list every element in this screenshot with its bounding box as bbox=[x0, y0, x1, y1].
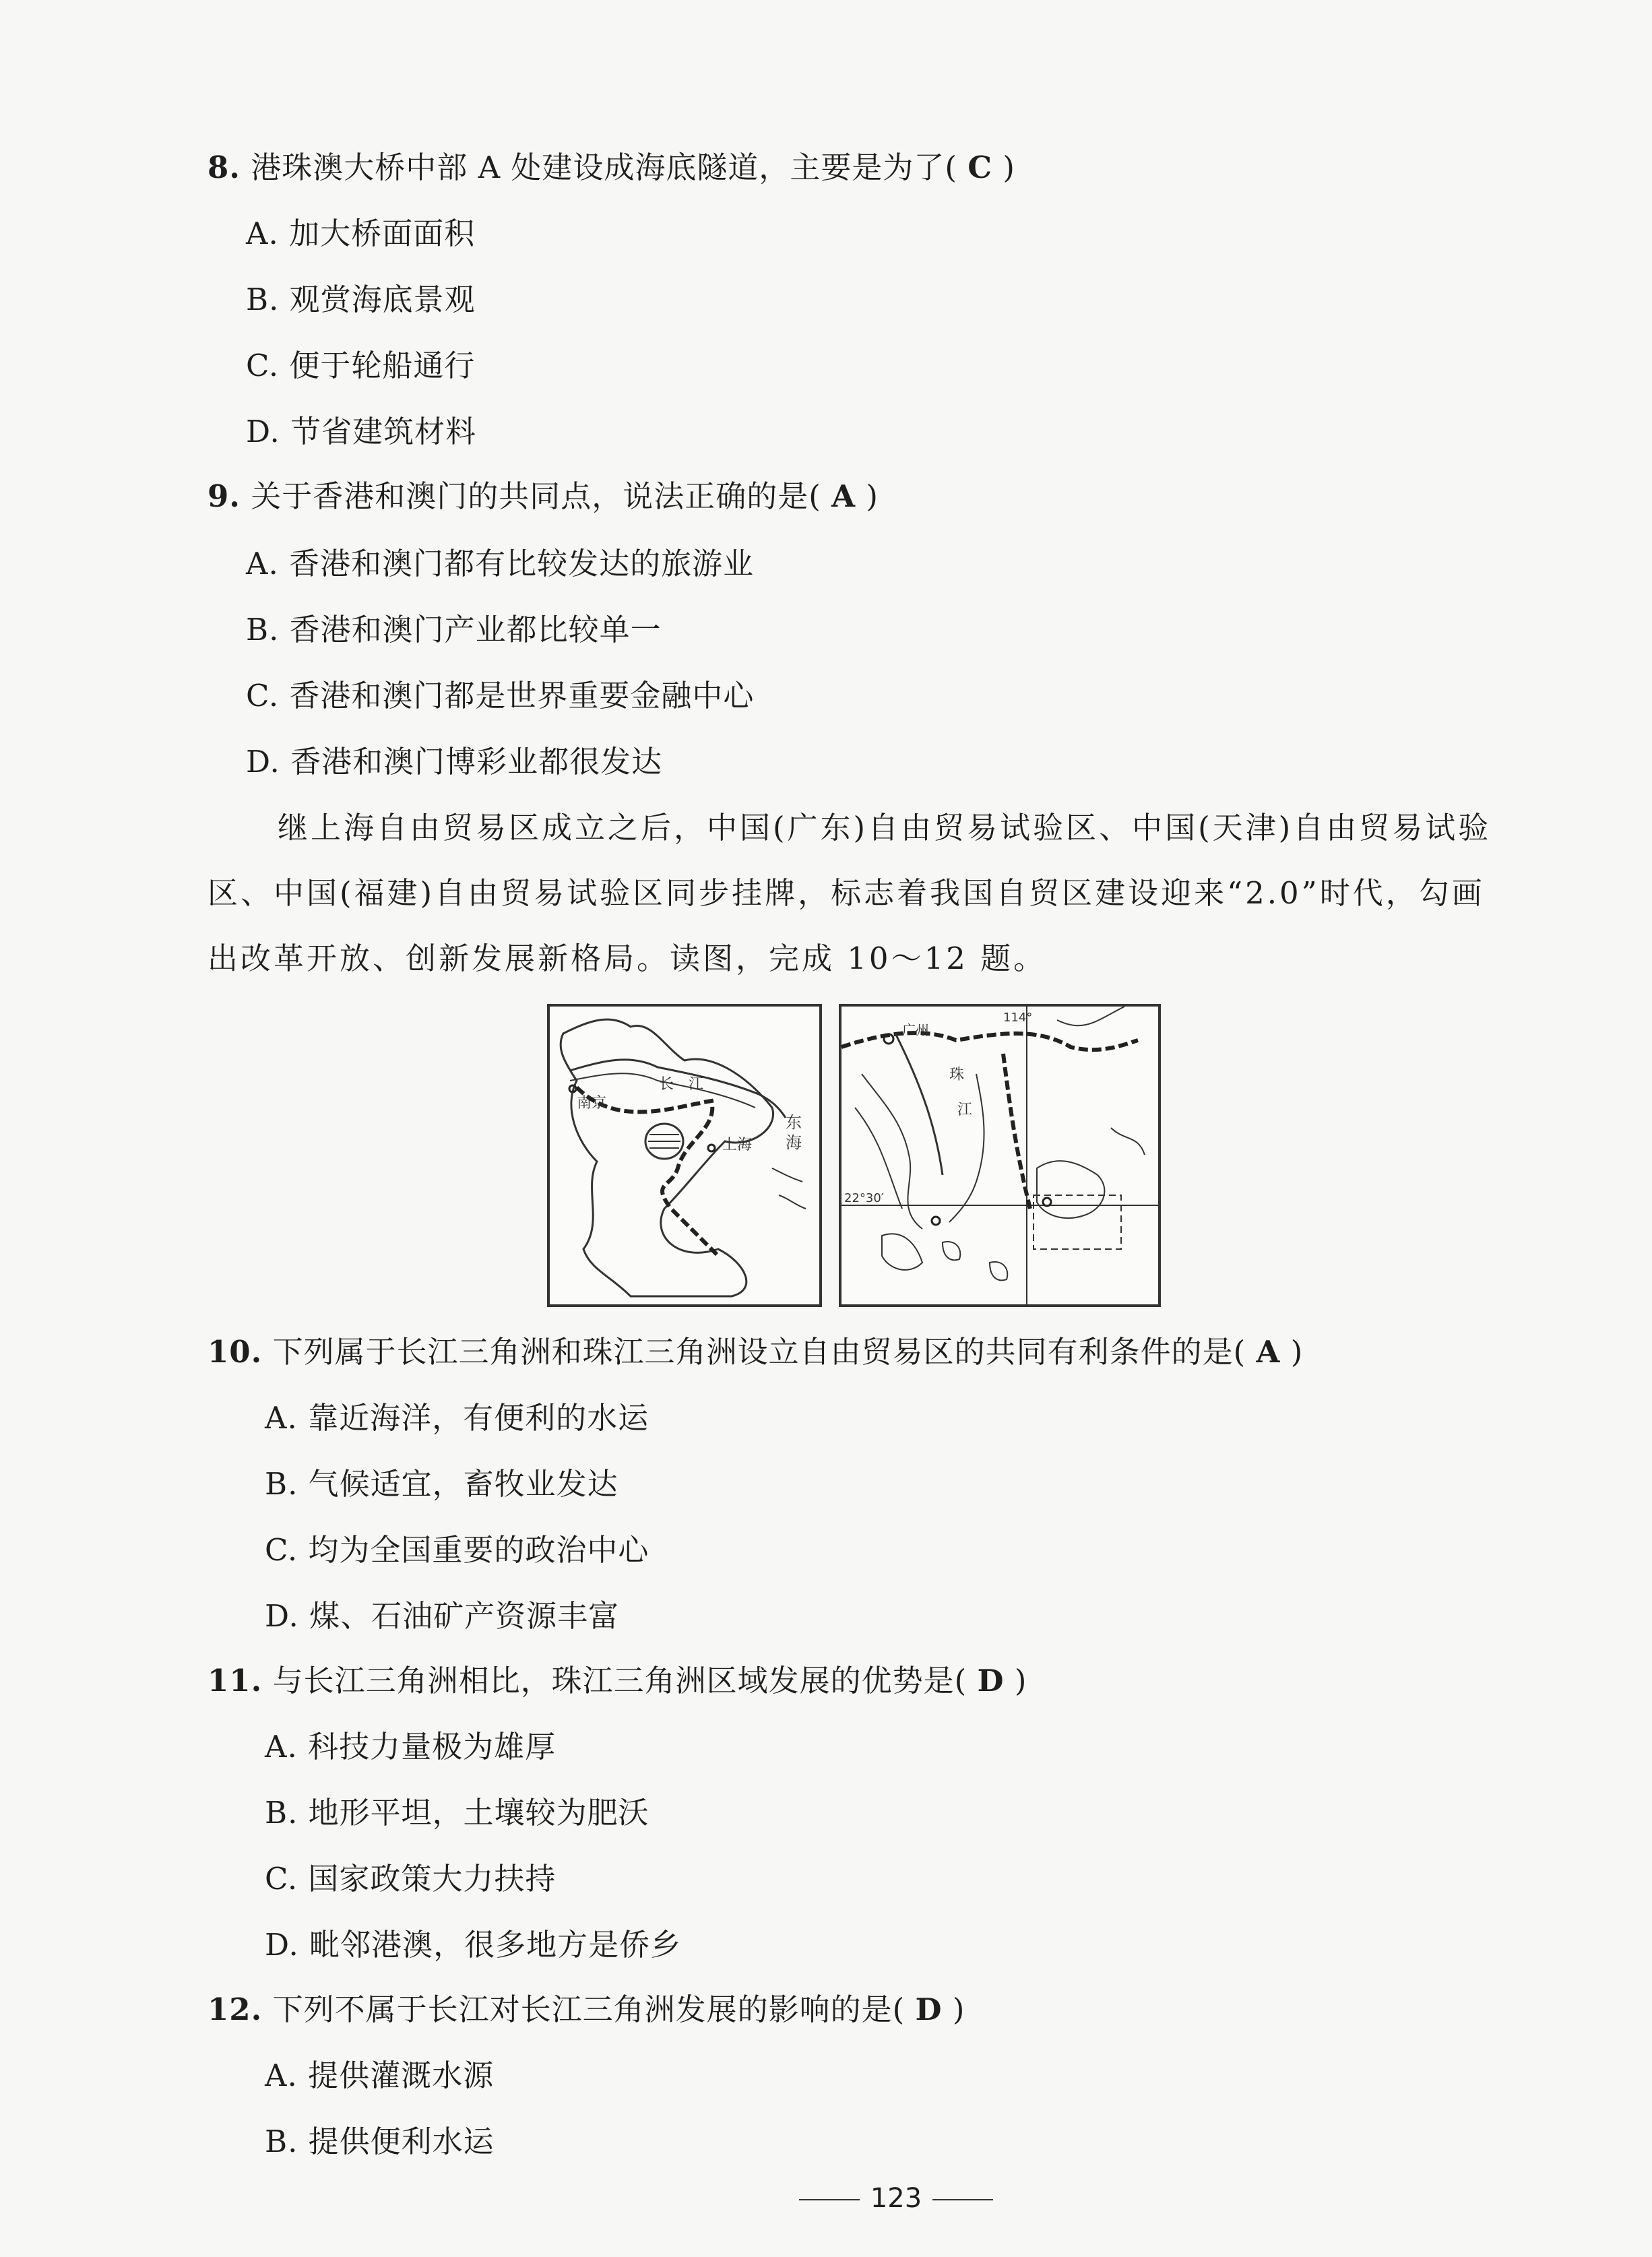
label-guangzhou: 广州 bbox=[902, 1022, 929, 1038]
label-shanghai: 上海 bbox=[722, 1137, 753, 1153]
option-b: B. 提供便利水运 bbox=[265, 2124, 495, 2159]
option-c: C. 国家政策大力扶持 bbox=[265, 1861, 557, 1897]
label-latitude: 22°30′ bbox=[844, 1191, 884, 1205]
question-number: 9. bbox=[208, 478, 241, 514]
pearl-delta-drawing bbox=[841, 1007, 1158, 1304]
question-number: 11. bbox=[208, 1663, 263, 1698]
question-close: ) bbox=[866, 478, 879, 514]
question-9-stem bbox=[208, 472, 879, 515]
question-text: 下列不属于长江对长江三角洲发展的影响的是( bbox=[272, 1992, 906, 2027]
question-text: 下列属于长江三角洲和珠江三角洲设立自由贸易区的共同有利条件的是( bbox=[272, 1334, 1246, 1370]
question-12-stem bbox=[208, 1985, 965, 2029]
answer-mark: C bbox=[967, 150, 993, 185]
option-c: C. 便于轮船通行 bbox=[246, 348, 476, 383]
question-text: 与长江三角洲相比，珠江三角洲区域发展的优势是( bbox=[272, 1663, 967, 1698]
question-number: 12. bbox=[208, 1992, 263, 2027]
page-number-rule-left bbox=[799, 2199, 860, 2200]
option-c: C. 香港和澳门都是世界重要金融中心 bbox=[246, 678, 755, 713]
option-a: A. 靠近海洋，有便利的水运 bbox=[265, 1400, 649, 1436]
question-10-stem bbox=[208, 1327, 1303, 1371]
option-b: B. 观赏海底景观 bbox=[246, 282, 476, 317]
option-a: A. 加大桥面面积 bbox=[246, 216, 476, 251]
label-zhujiang-2: 江 bbox=[957, 1102, 973, 1118]
question-text: 关于香港和澳门的共同点，说法正确的是( bbox=[251, 478, 821, 514]
option-d: D. 毗邻港澳，很多地方是侨乡 bbox=[265, 1927, 682, 1963]
question-8-stem bbox=[208, 143, 1015, 187]
map-pearl-delta bbox=[839, 1004, 1161, 1307]
option-b: B. 气候适宜，畜牧业发达 bbox=[265, 1466, 618, 1502]
question-close: ) bbox=[1003, 150, 1015, 185]
question-close: ) bbox=[952, 1992, 965, 2027]
answer-mark: A bbox=[831, 478, 856, 514]
page-number bbox=[782, 2183, 1011, 2214]
option-d: D. 节省建筑材料 bbox=[246, 414, 477, 449]
option-a: A. 提供灌溉水源 bbox=[265, 2058, 495, 2093]
question-text: 港珠澳大桥中部 A 处建设成海底隧道，主要是为了( bbox=[251, 150, 957, 185]
option-b: B. 地形平坦，土壤较为肥沃 bbox=[265, 1795, 649, 1831]
answer-mark: A bbox=[1256, 1334, 1281, 1370]
reading-passage: 继上海自由贸易区成立之后，中国(广东)自由贸易试验区、中国(天津)自由贸易试验区、中国(福建)自由贸易试验区同步挂牌，标志着我国自贸区建设迎来“2.0”时代，勾画出改革开放、创新发展新格局。读图，完成 10～12 题。 bbox=[208, 810, 1492, 976]
option-d: D. 香港和澳门博彩业都很发达 bbox=[246, 744, 663, 780]
question-11-stem bbox=[208, 1656, 1027, 1700]
label-changjiang: 长 江 bbox=[659, 1076, 704, 1093]
label-zhujiang-1: 珠 bbox=[949, 1067, 965, 1083]
label-donghai-2: 海 bbox=[786, 1133, 802, 1152]
question-number: 10. bbox=[208, 1334, 263, 1370]
question-close: ) bbox=[1014, 1663, 1027, 1698]
answer-mark: D bbox=[977, 1663, 1005, 1698]
option-a: A. 香港和澳门都有比较发达的旅游业 bbox=[246, 546, 755, 581]
option-b: B. 香港和澳门产业都比较单一 bbox=[246, 612, 662, 647]
label-donghai-1: 东 bbox=[786, 1113, 802, 1132]
page-number-text: 123 bbox=[870, 2183, 922, 2214]
yangtze-delta-drawing bbox=[550, 1007, 819, 1304]
option-a: A. 科技力量极为雄厚 bbox=[265, 1729, 557, 1765]
page-number-rule-right bbox=[932, 2199, 993, 2200]
map-yangtze-delta bbox=[547, 1004, 822, 1307]
label-longitude: 114° bbox=[1003, 1011, 1033, 1025]
option-d: D. 煤、石油矿产资源丰富 bbox=[265, 1598, 620, 1634]
question-close: ) bbox=[1290, 1334, 1304, 1370]
answer-mark: D bbox=[915, 1992, 943, 2027]
question-number: 8. bbox=[208, 150, 241, 185]
label-nanjing: 南京 bbox=[577, 1095, 607, 1112]
option-c: C. 均为全国重要的政治中心 bbox=[265, 1532, 649, 1568]
